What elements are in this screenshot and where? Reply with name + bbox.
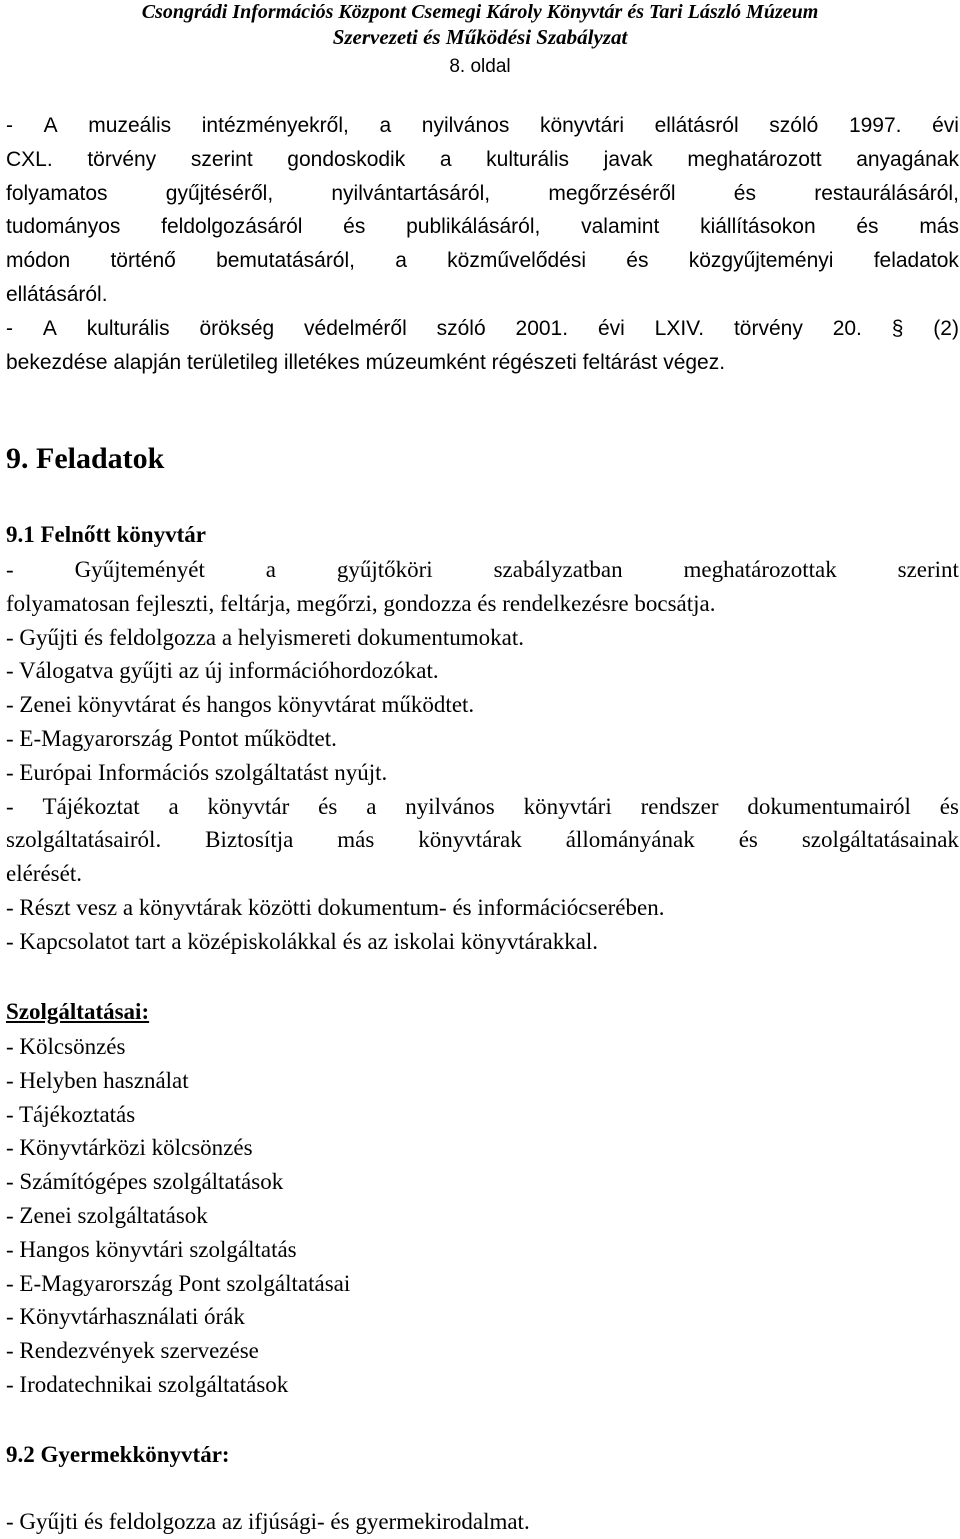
word: a	[366, 793, 377, 819]
list-item: - Számítógépes szolgáltatások	[6, 1169, 284, 1195]
list-item: - Rendezvények szervezése	[6, 1338, 259, 1364]
word: -	[6, 317, 13, 340]
word: közművelődési	[447, 249, 587, 273]
word: kulturális	[486, 147, 570, 171]
word: nyilvános	[421, 114, 510, 137]
word: szerint	[190, 147, 253, 171]
word: anyagának	[856, 147, 959, 171]
text-line: - Részt vesz a könyvtárak közötti dokumentum- és információcserében.	[6, 894, 665, 920]
word: és	[733, 181, 756, 205]
text-line: - Európai Információs szolgáltatást nyújt.	[6, 759, 388, 785]
word: rendszer	[640, 793, 719, 819]
word: ellátásról	[654, 114, 739, 137]
word: (2)	[933, 317, 959, 340]
text-line	[6, 244, 959, 278]
word: és	[318, 793, 338, 819]
text-line: - Gyűjti és feldolgozza az ifjúsági- és gyermekirodalmat.	[6, 1509, 530, 1534]
text-line: - Kapcsolatot tart a középiskolákkal és az iskolai könyvtárakkal.	[6, 928, 599, 954]
word: restaurálásáról,	[814, 181, 959, 205]
text-line: folyamatosan fejleszti, feltárja, megőrzi, gondozza és rendelkezésre bocsátja.	[6, 590, 716, 616]
word: és	[738, 827, 758, 853]
word: módon	[6, 249, 71, 273]
intro-paragraph	[6, 109, 959, 312]
word: védelméről	[304, 317, 407, 340]
word: nyilvános	[405, 793, 495, 819]
word: és	[856, 215, 879, 239]
list-item: - Könyvtárhasználati órák	[6, 1304, 245, 1330]
word: feladatok	[873, 249, 959, 273]
word: könyvtárak	[418, 827, 522, 853]
word: -	[6, 793, 14, 819]
section-9-2-body	[6, 1505, 959, 1539]
word: más	[337, 827, 375, 853]
word: nyilvántartásáról,	[331, 181, 491, 205]
word: évi	[932, 114, 959, 137]
word: LXIV.	[654, 317, 705, 340]
text-line	[6, 553, 959, 587]
word: könyvtári	[523, 793, 612, 819]
word: muzeális	[88, 114, 172, 137]
list-item: - Zenei szolgáltatások	[6, 1202, 208, 1228]
list-item: - Könyvtárközi kölcsönzés	[6, 1135, 253, 1161]
law-paragraph	[6, 312, 959, 380]
word: 20.	[832, 317, 862, 340]
word: szóló	[436, 317, 486, 340]
text-line: ellátásáról.	[6, 282, 108, 306]
word: meghatározott	[687, 147, 822, 171]
word: meghatározottak	[683, 557, 837, 582]
text-line	[6, 790, 959, 824]
word: könyvtár	[207, 793, 290, 819]
word: szolgáltatásairól.	[6, 827, 162, 853]
word: és	[343, 215, 366, 239]
word: törvény	[733, 317, 803, 340]
word: szerint	[897, 557, 959, 582]
word: örökség	[199, 317, 275, 340]
word: folyamatos	[6, 181, 108, 205]
word: és	[626, 249, 649, 273]
word: és	[939, 793, 959, 819]
text-line: - Válogatva gyűjti az új információhordozókat.	[6, 658, 439, 684]
list-item: - Kölcsönzés	[6, 1034, 126, 1059]
section-9-2-title: 9.2 Gyermekkönyvtár:	[6, 1442, 230, 1467]
word: §	[891, 317, 904, 340]
services-list	[6, 1030, 959, 1402]
word: Tájékoztat	[42, 793, 140, 819]
word: javak	[603, 147, 653, 171]
word: kulturális	[86, 317, 170, 340]
word: évi	[597, 317, 625, 340]
text-line	[6, 210, 959, 244]
word: tudományos	[6, 215, 121, 239]
header-page-number: 8. oldal	[449, 56, 511, 77]
word: a	[395, 249, 407, 273]
word: CXL.	[6, 147, 53, 171]
list-item: - Hangos könyvtári szolgáltatás	[6, 1236, 297, 1262]
word: a	[168, 793, 179, 819]
list-item: - Tájékoztatás	[6, 1101, 136, 1127]
word: könyvtári	[539, 114, 624, 137]
section-9-title: 9. Feladatok	[6, 442, 165, 475]
text-line: - Zenei könyvtárat és hangos könyvtárat működtet.	[6, 692, 475, 718]
word: gondoskodik	[287, 147, 406, 171]
word: közgyűjteményi	[688, 249, 834, 273]
word: -	[6, 557, 14, 582]
word: gyűjtéséről,	[165, 181, 274, 205]
word: állományának	[565, 827, 695, 853]
text-line	[6, 177, 959, 211]
word: 2001.	[515, 317, 569, 340]
text-line	[6, 109, 959, 143]
word: szabályzatban	[493, 557, 623, 582]
header-institution: Csongrádi Információs Központ Csemegi Károly Könyvtár és Tari László Múzeum	[141, 1, 819, 23]
word: publikálásáról,	[406, 215, 541, 239]
word: Biztosítja	[205, 827, 294, 853]
services-title: Szolgáltatásai:	[6, 999, 150, 1024]
word: a	[265, 557, 276, 582]
list-item: - E-Magyarország Pont szolgáltatásai	[6, 1270, 351, 1296]
word: a	[439, 147, 452, 171]
text-line	[6, 312, 959, 346]
word: a	[379, 114, 392, 137]
word: -	[6, 114, 13, 137]
text-line	[6, 823, 959, 857]
word: feldolgozásáról	[161, 215, 303, 239]
section-9-1-body	[6, 553, 959, 959]
word: történő	[110, 249, 176, 273]
list-item: - Irodatechnikai szolgáltatások	[6, 1371, 289, 1397]
word: törvény	[87, 147, 157, 171]
word: szóló	[769, 114, 819, 137]
word: szolgáltatásainak	[801, 827, 959, 853]
word: intézményekről,	[201, 114, 349, 137]
word: A	[43, 114, 58, 137]
word: más	[919, 215, 959, 239]
word: Gyűjteményét	[74, 557, 205, 582]
text-line: - E-Magyarország Pontot működtet.	[6, 725, 337, 751]
word: bemutatásáról,	[216, 249, 355, 273]
text-line: bekezdése alapján területileg illetékes múzeumként régészeti feltárást végez.	[6, 350, 726, 374]
word: valamint	[581, 215, 660, 239]
text-line: elérését.	[6, 861, 82, 887]
word: kiállításokon	[700, 215, 816, 239]
word: 1997.	[848, 114, 902, 137]
section-9-1-title: 9.1 Felnőtt könyvtár	[6, 522, 206, 547]
list-item: - Helyben használat	[6, 1067, 189, 1093]
word: gyűjtőköri	[336, 557, 433, 582]
word: A	[42, 317, 57, 340]
text-line	[6, 143, 959, 177]
word: dokumentumairól	[747, 793, 911, 819]
word: megőrzéséről	[548, 181, 676, 205]
text-line: - Gyűjti és feldolgozza a helyismereti dokumentumokat.	[6, 624, 524, 650]
header-document-title: Szervezeti és Működési Szabályzat	[332, 25, 628, 49]
